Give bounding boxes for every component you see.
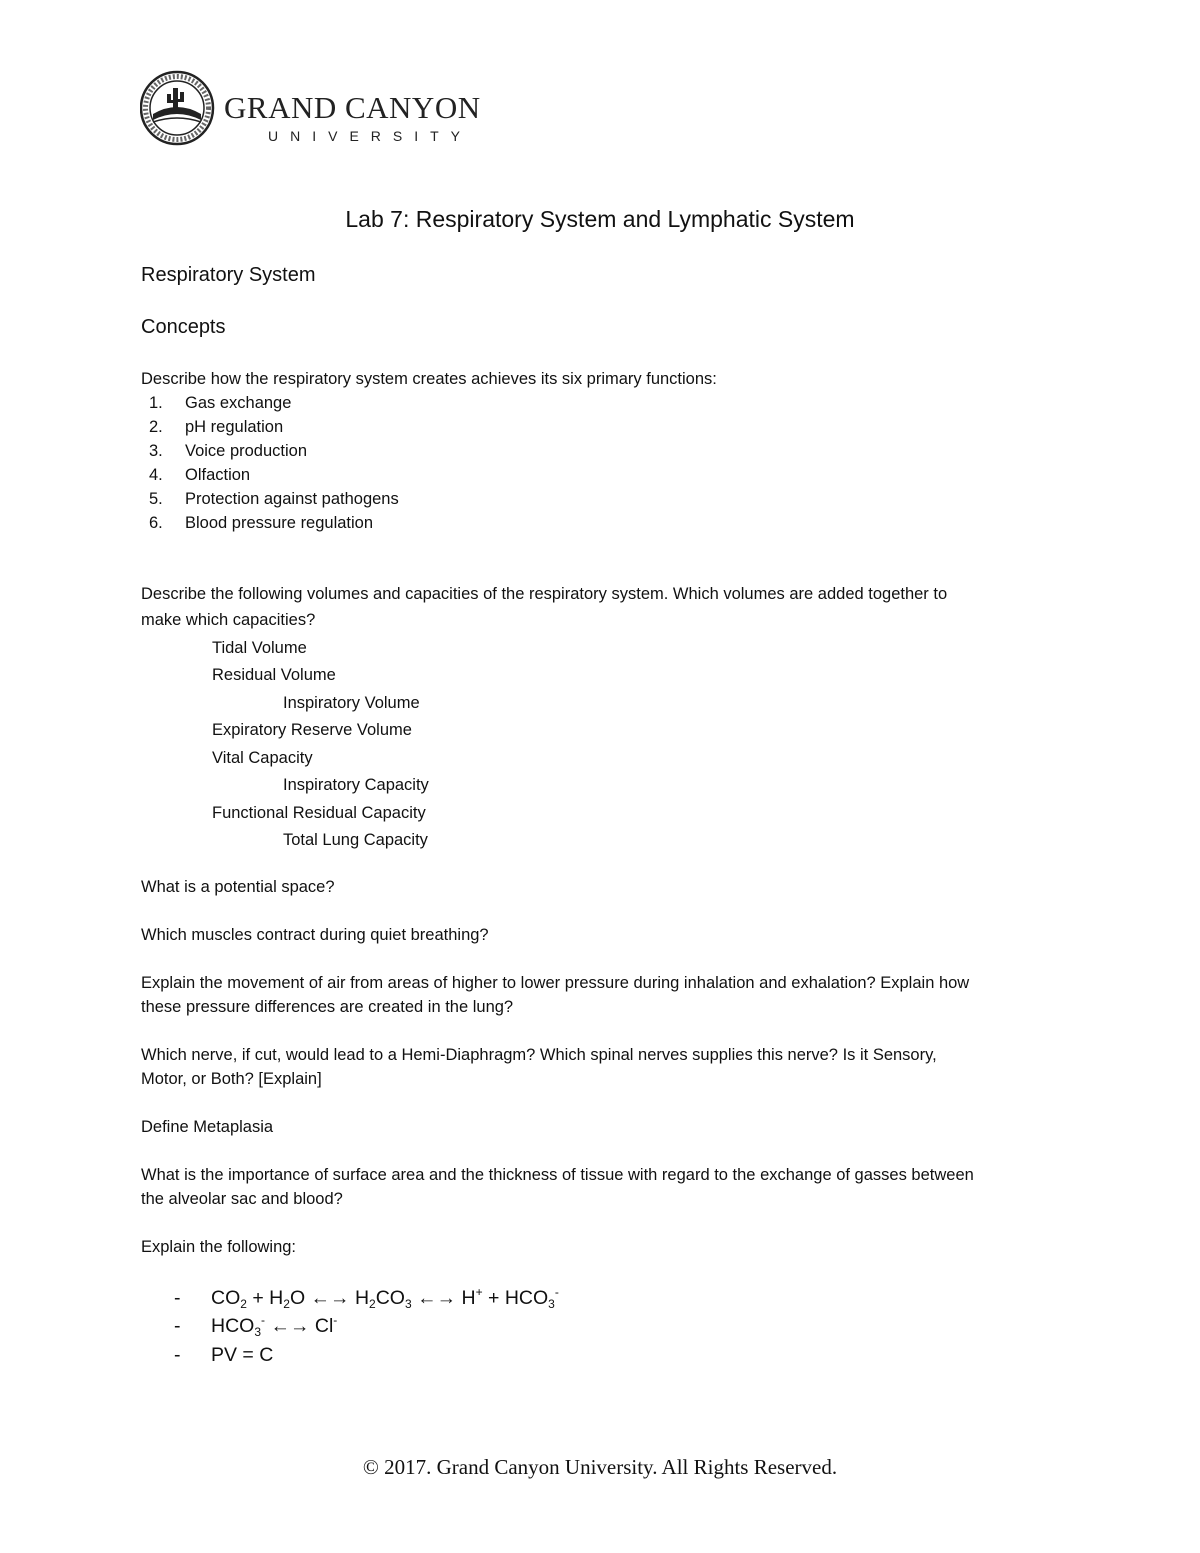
eq-text: O <box>289 1287 311 1309</box>
document-title: Lab 7: Respiratory System and Lymphatic System <box>345 206 855 232</box>
eq-superscript: - <box>554 1285 559 1299</box>
list-number: 1. <box>149 394 163 412</box>
eq-superscript: - <box>333 1313 338 1327</box>
double-arrow-icon: ←→ <box>417 1287 457 1309</box>
eq-subscript: 2 <box>283 1297 290 1311</box>
list-text: Gas exchange <box>185 394 292 412</box>
list-number: 2. <box>149 418 163 436</box>
question-air-line1: Explain the movement of air from areas of higher to lower pressure during inhalation and exhalation? Explain how <box>141 974 970 992</box>
list-text: pH regulation <box>185 418 284 436</box>
eq-subscript: 2 <box>240 1297 247 1311</box>
list-item <box>141 463 399 487</box>
list-item <box>141 487 399 511</box>
question-air-line2: these pressure differences are created in the lung? <box>141 998 514 1016</box>
volume-item: Inspiratory Volume <box>283 694 420 712</box>
volume-item: Tidal Volume <box>212 639 307 657</box>
list-text: Olfaction <box>185 466 251 484</box>
eq-text: CO <box>375 1287 405 1309</box>
list-text: Voice production <box>185 442 308 460</box>
question-surface-line2: the alveolar sac and blood? <box>141 1190 343 1208</box>
eq-text: HCO <box>211 1315 255 1337</box>
functions-list <box>141 391 399 535</box>
section-heading: Respiratory System <box>141 264 316 286</box>
list-item <box>141 511 399 535</box>
list-number: 4. <box>149 466 163 484</box>
question-explain: Explain the following: <box>141 1238 297 1256</box>
question-surface-line1: What is the importance of surface area and the thickness of tissue with regard to the exchange of gasses between <box>141 1166 974 1184</box>
volumes-prompt-line2: make which capacities? <box>141 611 316 629</box>
eq-text: PV = C <box>211 1344 274 1366</box>
volumes-prompt-line1: Describe the following volumes and capacities of the respiratory system. Which volumes are added together to <box>141 585 948 603</box>
volume-item: Inspiratory Capacity <box>283 776 429 794</box>
volume-item: Vital Capacity <box>212 749 313 767</box>
list-number: 3. <box>149 442 163 460</box>
eq-text: H <box>456 1287 476 1309</box>
double-arrow-icon: ←→ <box>310 1287 350 1309</box>
eq-superscript: - <box>261 1313 266 1327</box>
list-dash: - <box>174 1344 181 1366</box>
eq-subscript: 3 <box>548 1297 555 1311</box>
functions-prompt: Describe how the respiratory system creates achieves its six primary functions: <box>141 370 717 388</box>
list-text: Blood pressure regulation <box>185 514 374 532</box>
list-number: 6. <box>149 514 163 532</box>
eq-subscript: 3 <box>254 1325 262 1339</box>
question-potential-space: What is a potential space? <box>141 878 335 896</box>
equation-boyles-law <box>174 1341 273 1369</box>
list-dash: - <box>174 1315 181 1337</box>
eq-superscript: + <box>475 1285 483 1299</box>
eq-text: H <box>349 1287 370 1309</box>
list-dash: - <box>174 1287 181 1309</box>
question-nerve-line2: Motor, or Both? [Explain] <box>141 1070 322 1088</box>
volume-item: Expiratory Reserve Volume <box>212 721 412 739</box>
copyright-footer: © 2017. Grand Canyon University. All Rights Reserved. <box>362 1455 838 1479</box>
eq-subscript: 2 <box>369 1297 376 1311</box>
eq-text: + HCO <box>482 1287 549 1309</box>
question-nerve-line1: Which nerve, if cut, would lead to a Hemi-Diaphragm? Which spinal nerves supplies this nerve? Is it Sensory, <box>141 1046 937 1064</box>
question-muscles: Which muscles contract during quiet breathing? <box>141 926 489 944</box>
equation-carbonic-acid <box>174 1284 559 1312</box>
list-item <box>141 391 399 415</box>
list-text: Protection against pathogens <box>185 490 399 508</box>
double-arrow-icon: ←→ <box>270 1315 310 1337</box>
question-metaplasia: Define Metaplasia <box>141 1118 274 1136</box>
eq-text: + H <box>246 1287 284 1309</box>
equation-chloride-shift <box>174 1312 337 1340</box>
list-item <box>141 439 399 463</box>
list-item <box>141 415 399 439</box>
university-logo <box>140 70 480 148</box>
eq-subscript: 3 <box>404 1297 412 1311</box>
logo-name-line2: UNIVERSITY <box>268 128 473 144</box>
logo-name-line1: GRAND CANYON <box>224 90 481 125</box>
volume-item: Residual Volume <box>212 666 336 684</box>
subsection-heading: Concepts <box>141 316 226 338</box>
eq-text: Cl <box>309 1315 334 1337</box>
eq-text: CO <box>211 1287 241 1309</box>
volume-item: Functional Residual Capacity <box>212 804 426 822</box>
volume-item: Total Lung Capacity <box>283 831 428 849</box>
list-number: 5. <box>149 490 163 508</box>
